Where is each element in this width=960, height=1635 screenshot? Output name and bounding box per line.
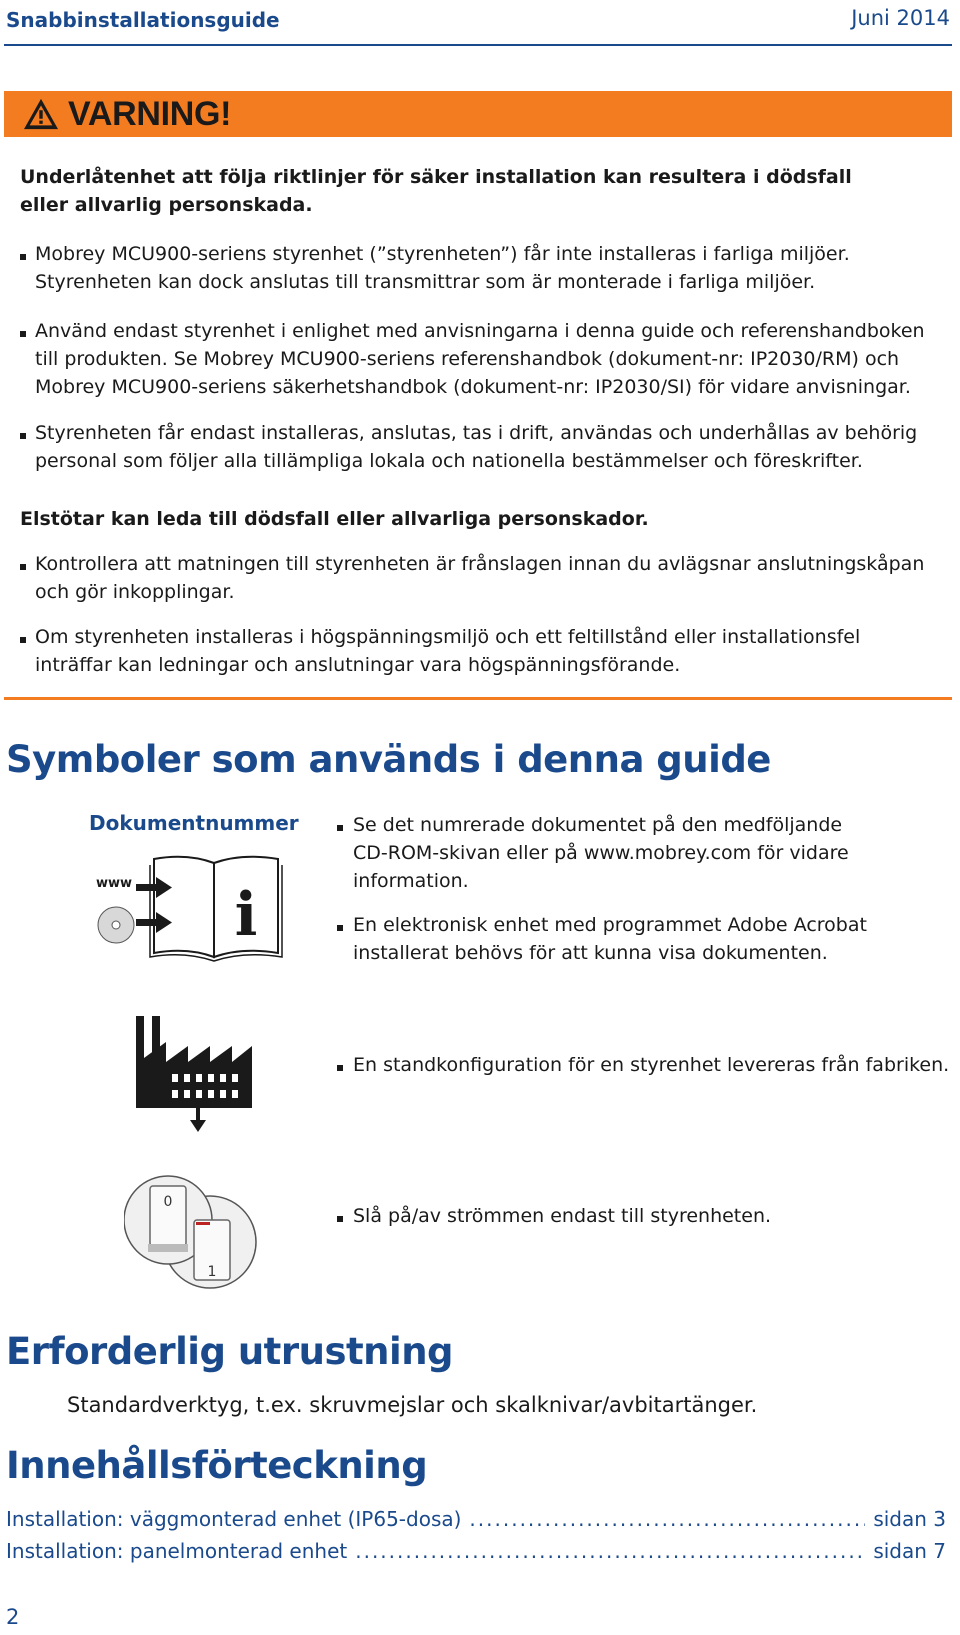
symbols-heading: Symboler som används i denna guide — [6, 738, 771, 781]
toc-entry[interactable] — [6, 1507, 946, 1531]
document-book-icon — [92, 853, 292, 963]
shock-bullet-2: Om styrenheten installeras i högspänningsmiljö och ett feltillstånd eller installationsfel inträffar kan ledningar och anslutningar vara högspänningsförande. — [35, 626, 861, 676]
warning-bullet-1: Mobrey MCU900-seriens styrenhet (”styrenheten”) får inte installeras i farliga miljöer. Styrenheten kan dock anslutas till transmittrar som är monterade i farliga miljöer. — [35, 243, 850, 293]
document-title: Snabbinstallationsguide — [6, 8, 280, 32]
bullet-marker — [337, 1065, 343, 1071]
bullet-marker — [20, 433, 26, 439]
symbol-text-1: Se det numrerade dokumentet på den medföljande CD-ROM-skivan eller på www.mobrey.com för vidare information. — [353, 814, 849, 892]
page-number: 2 — [6, 1605, 20, 1629]
warning-title: VARNING! — [68, 94, 232, 133]
bullet-marker — [20, 331, 26, 337]
svg-text:www: www — [96, 876, 133, 891]
warning-intro: Underlåtenhet att följa riktlinjer för säker installation kan resultera i dödsfall eller allvarlig personskada. — [20, 166, 852, 216]
symbol-text-4: Slå på/av strömmen endast till styrenheten. — [353, 1205, 772, 1227]
factory-icon — [132, 1012, 254, 1132]
section-divider — [4, 697, 952, 700]
header-divider — [4, 44, 952, 46]
toc-leader-dots — [469, 1507, 865, 1531]
document-date: Juni 2014 — [851, 6, 950, 30]
symbol-text-2: En elektronisk enhet med programmet Adobe Acrobat installerat behövs för att kunna visa dokumenten. — [353, 914, 867, 964]
toc-leader-dots — [355, 1539, 865, 1563]
bullet-marker — [20, 254, 26, 260]
toc-entry-page: sidan 7 — [873, 1539, 946, 1563]
warning-bullet-3: Styrenheten får endast installeras, anslutas, tas i drift, användas och underhållas av behörig personal som följer alla tillämpliga lokala och nationella bestämmelser och föreskrifter. — [35, 422, 918, 472]
doc-number-label: Dokumentnummer — [89, 811, 299, 835]
equipment-heading: Erforderlig utrustning — [6, 1330, 454, 1373]
equipment-text: Standardverktyg, t.ex. skruvmejslar och skalknivar/avbitartänger. — [67, 1393, 758, 1417]
bullet-marker — [337, 1216, 343, 1222]
warning-bullet-2: Använd endast styrenhet i enlighet med anvisningarna i denna guide och referenshandboken till produkten. Se Mobrey MCU900-seriens referenshandbok (dokument-nr: IP2030/RM) och Mobrey MCU900-seriens säkerhetshandbok (dokument-nr: IP2030/SI) för vidare anvisningar. — [35, 320, 925, 398]
toc-entry-title: Installation: väggmonterad enhet (IP65-dosa) — [6, 1507, 462, 1531]
shock-bullet-1: Kontrollera att matningen till styrenheten är frånslagen innan du avlägsnar anslutningskåpan och gör inkopplingar. — [35, 553, 925, 603]
power-switch-icon — [124, 1172, 264, 1292]
shock-heading: Elstötar kan leda till dödsfall eller allvarliga personskador. — [20, 508, 649, 530]
bullet-marker — [20, 564, 26, 570]
bullet-marker — [337, 825, 343, 831]
symbol-text-3: En standkonfiguration för en styrenhet levereras från fabriken. — [353, 1054, 950, 1076]
bullet-marker — [20, 637, 26, 643]
warning-banner — [4, 91, 952, 137]
toc-entry-title: Installation: panelmonterad enhet — [6, 1539, 348, 1563]
toc-entry-page: sidan 3 — [873, 1507, 946, 1531]
toc-heading: Innehållsförteckning — [6, 1444, 428, 1487]
switch-on-label: 1 — [207, 1264, 217, 1280]
bullet-marker — [337, 925, 343, 931]
info-icon-glyph: i — [234, 880, 258, 950]
switch-off-label: 0 — [163, 1194, 173, 1210]
warning-triangle-icon — [22, 97, 60, 131]
toc-entry[interactable] — [6, 1539, 946, 1563]
